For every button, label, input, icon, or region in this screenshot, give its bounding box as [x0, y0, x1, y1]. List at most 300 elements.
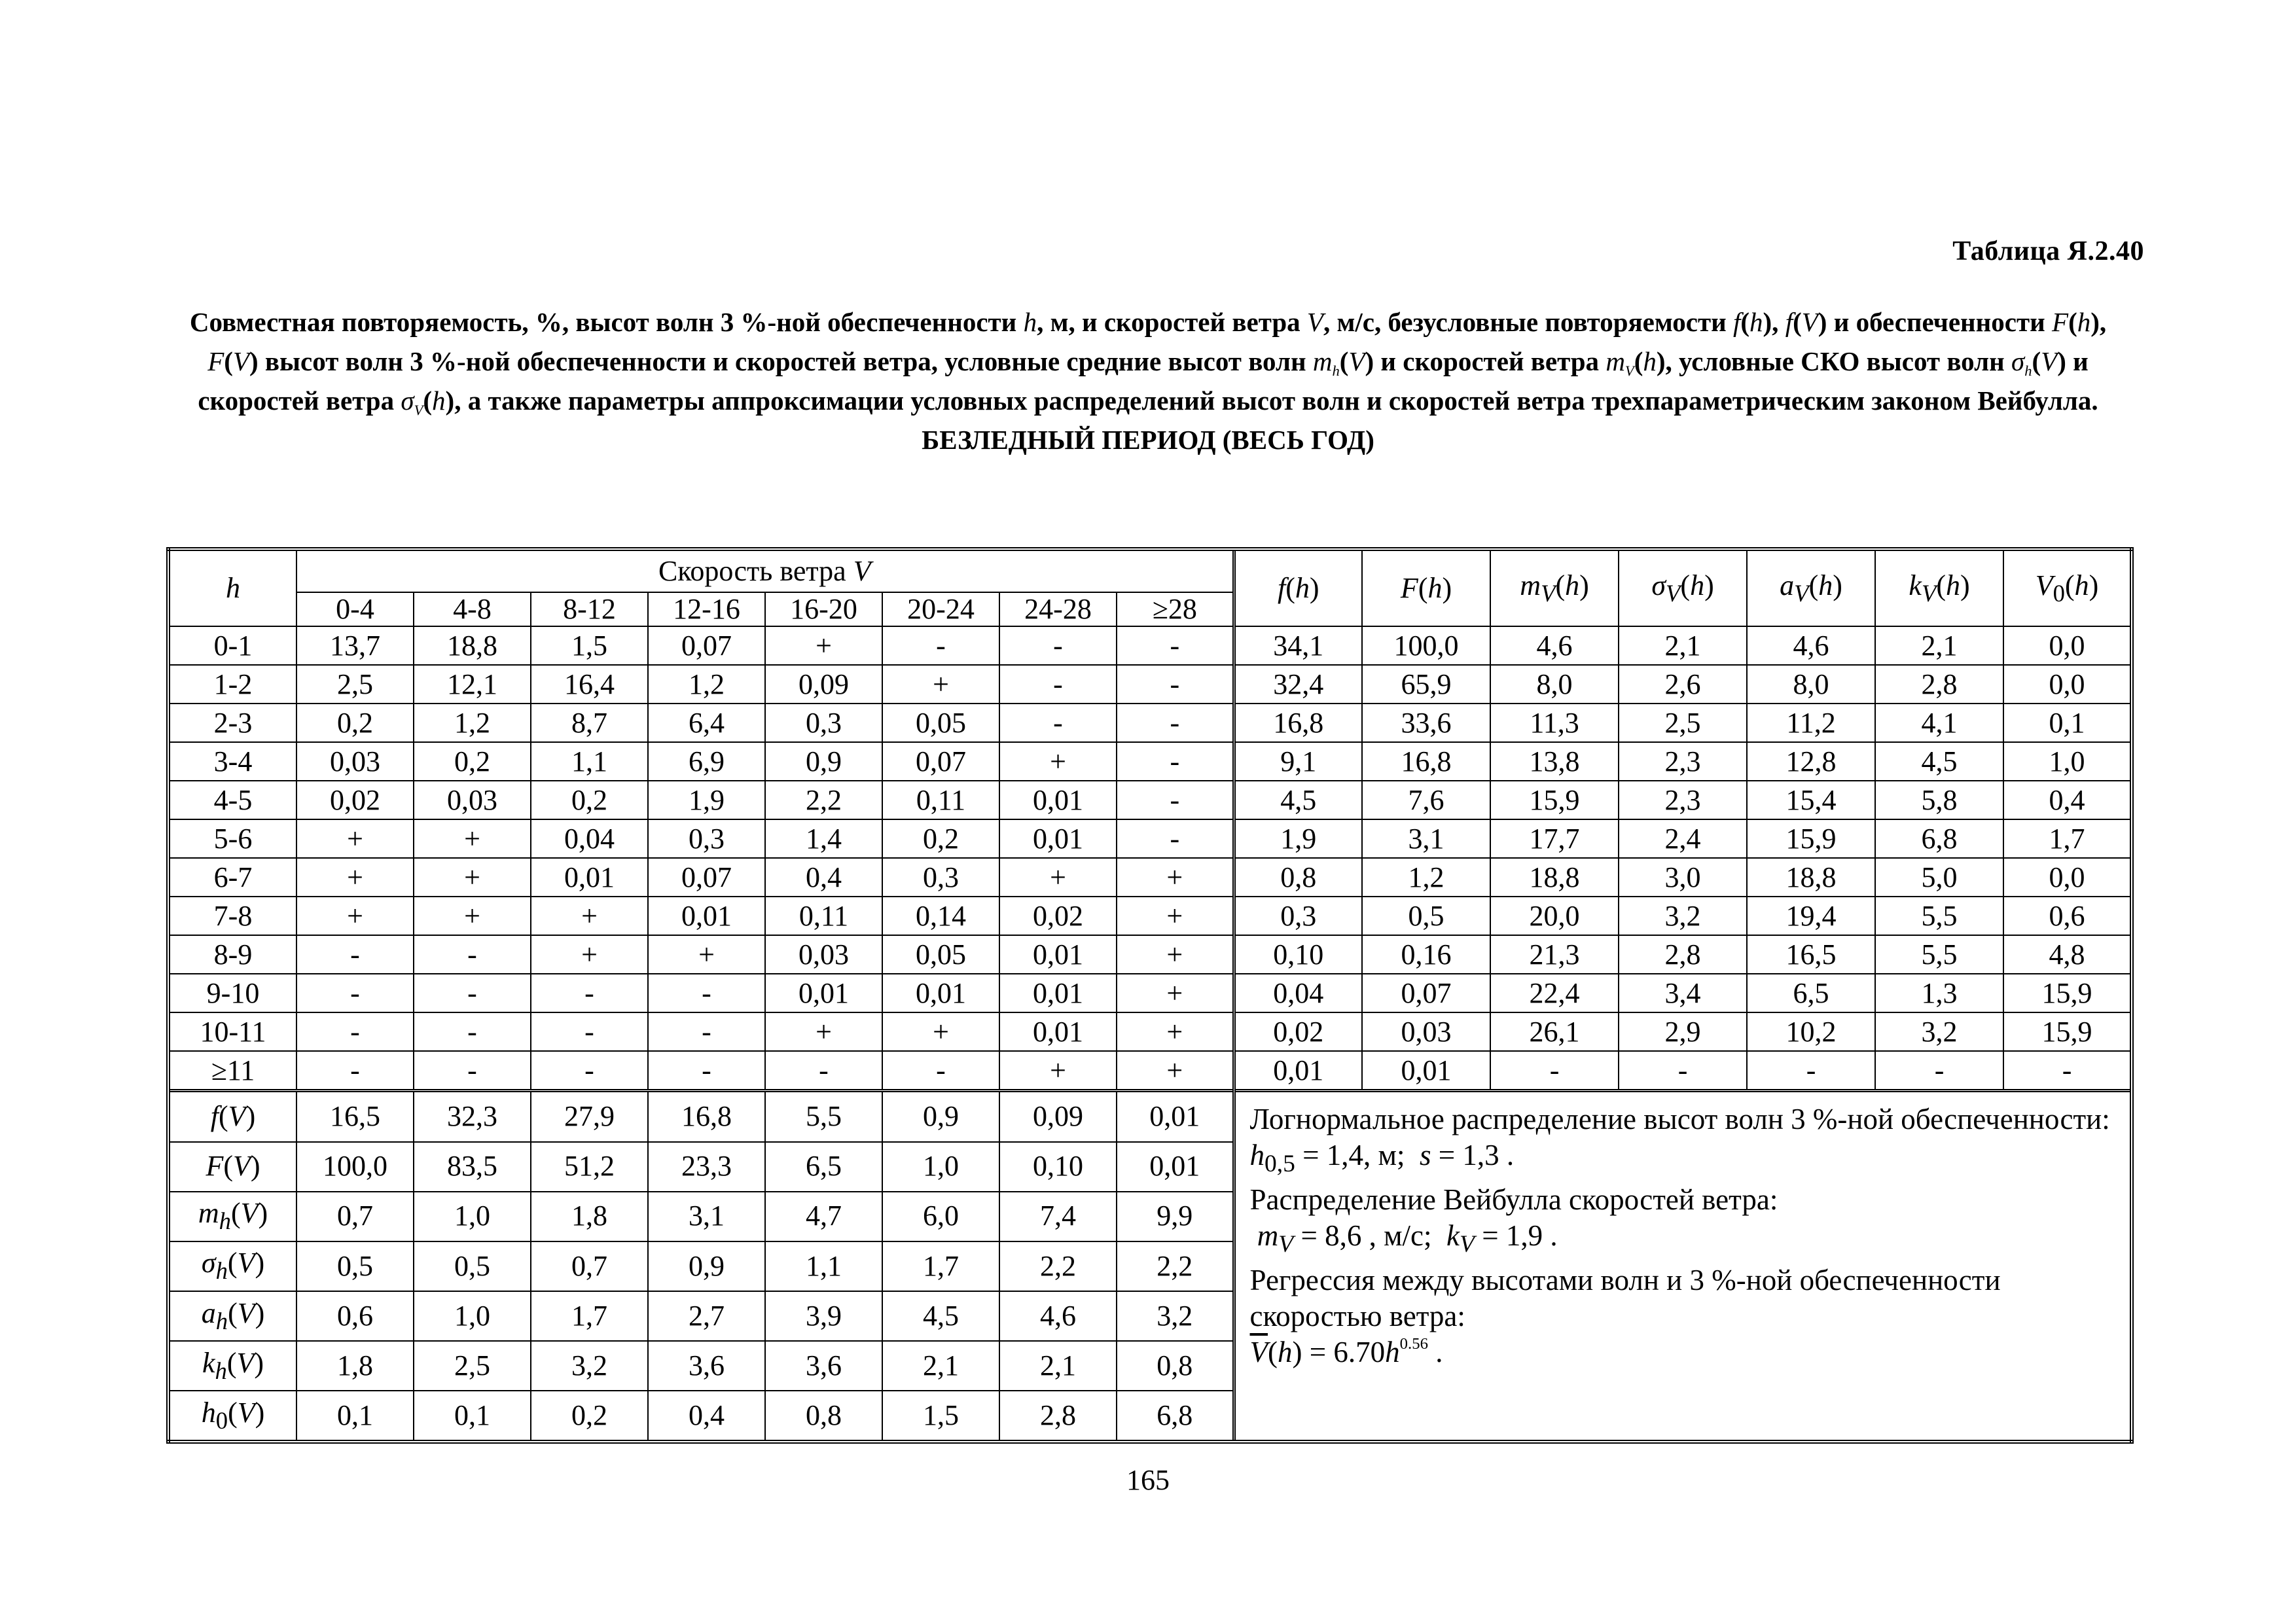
joint-frequency-cell: 0,05 — [882, 704, 999, 742]
summary-cell: 1,8 — [296, 1341, 414, 1391]
caption-text: , м, и скоростей ветра — [1037, 307, 1307, 337]
joint-frequency-cell: - — [1117, 626, 1234, 665]
joint-frequency-cell: + — [296, 819, 414, 858]
row-stat-cell: 18,8 — [1490, 858, 1619, 897]
row-stat-cell: 0,4 — [2003, 781, 2132, 819]
joint-frequency-cell: - — [648, 1051, 765, 1091]
joint-frequency-cell: 0,07 — [882, 742, 999, 781]
regression-formula: $\overline{V}(h) = 6.70h^{0.56}$ . — [1249, 1335, 1443, 1369]
row-stat-cell: 2,4 — [1619, 819, 1747, 858]
summary-cell: 3,2 — [1117, 1291, 1234, 1341]
summary-row — [168, 1091, 2132, 1142]
caption-text: и скоростей ветра — [198, 346, 2089, 416]
summary-cell: 1,0 — [882, 1142, 999, 1192]
row-stat-cell: 11,3 — [1490, 704, 1619, 742]
row-stat-cell: 15,4 — [1747, 781, 1875, 819]
row-stat-cell: 1,0 — [2003, 742, 2132, 781]
joint-frequency-cell: 1,4 — [765, 819, 882, 858]
row-h-label: 8-9 — [168, 935, 296, 974]
header-f-h: f(h) — [1234, 549, 1362, 626]
joint-frequency-cell: 2,2 — [765, 781, 882, 819]
summary-row-label: f(V) — [168, 1091, 296, 1142]
joint-frequency-cell: - — [414, 1012, 531, 1051]
summary-cell: 0,01 — [1117, 1091, 1234, 1142]
table-row — [168, 781, 2132, 819]
joint-frequency-cell: - — [531, 1012, 648, 1051]
row-stat-cell: 4,6 — [1747, 626, 1875, 665]
joint-frequency-cell: - — [296, 935, 414, 974]
weibull-params: $m_V = 8,6$ , м/с; $k_V = 1,9$ . — [1257, 1219, 1558, 1258]
joint-frequency-cell: 1,5 — [531, 626, 648, 665]
row-h-label: 1-2 — [168, 665, 296, 704]
summary-cell: 2,1 — [999, 1341, 1117, 1391]
row-h-label: 2-3 — [168, 704, 296, 742]
caption-text: , м/с, безусловные повторяемости — [1323, 307, 1733, 337]
row-stat-cell: 4,8 — [2003, 935, 2132, 974]
joint-frequency-cell: + — [999, 858, 1117, 897]
joint-frequency-cell: - — [765, 1051, 882, 1091]
joint-frequency-cell: 8,7 — [531, 704, 648, 742]
joint-frequency-cell: 0,3 — [648, 819, 765, 858]
row-stat-cell: 0,0 — [2003, 858, 2132, 897]
row-stat-cell: 16,5 — [1747, 935, 1875, 974]
summary-cell: 3,9 — [765, 1291, 882, 1341]
joint-frequency-cell: 0,01 — [882, 974, 999, 1012]
summary-cell: 32,3 — [414, 1091, 531, 1142]
summary-cell: 0,5 — [296, 1241, 414, 1291]
summary-cell: 0,7 — [296, 1192, 414, 1241]
row-stat-cell: 0,07 — [1362, 974, 1490, 1012]
joint-frequency-cell: 6,9 — [648, 742, 765, 781]
joint-frequency-cell: - — [882, 1051, 999, 1091]
row-stat-cell: - — [1490, 1051, 1619, 1091]
row-stat-cell: 65,9 — [1362, 665, 1490, 704]
row-stat-cell: 0,04 — [1234, 974, 1362, 1012]
joint-frequency-cell: 0,11 — [882, 781, 999, 819]
joint-frequency-cell: - — [531, 1051, 648, 1091]
row-stat-cell: 0,10 — [1234, 935, 1362, 974]
joint-frequency-cell: 0,3 — [882, 858, 999, 897]
speed-bin: 12-16 — [648, 592, 765, 626]
row-h-label: 6-7 — [168, 858, 296, 897]
row-h-label: 9-10 — [168, 974, 296, 1012]
row-stat-cell: 2,3 — [1619, 742, 1747, 781]
speed-bin: 0-4 — [296, 592, 414, 626]
row-stat-cell: 3,2 — [1619, 897, 1747, 935]
joint-frequency-cell: - — [296, 974, 414, 1012]
summary-row-label: $a_h(V)$ — [168, 1291, 296, 1341]
joint-frequency-cell: 12,1 — [414, 665, 531, 704]
table-row — [168, 665, 2132, 704]
row-stat-cell: 2,8 — [1875, 665, 2003, 704]
joint-frequency-cell: + — [1117, 1051, 1234, 1091]
summary-cell: 0,4 — [648, 1391, 765, 1442]
row-stat-cell: 2,1 — [1875, 626, 2003, 665]
joint-frequency-cell: + — [765, 1012, 882, 1051]
joint-frequency-cell: 0,2 — [414, 742, 531, 781]
row-stat-cell: 3,2 — [1875, 1012, 2003, 1051]
table-label: Таблица Я.2.40 — [1952, 236, 2144, 266]
summary-cell: 2,2 — [999, 1241, 1117, 1291]
page-number: 165 — [1126, 1464, 1170, 1496]
row-stat-cell: 20,0 — [1490, 897, 1619, 935]
joint-frequency-cell: - — [882, 626, 999, 665]
joint-frequency-cell: 0,9 — [765, 742, 882, 781]
row-stat-cell: 3,4 — [1619, 974, 1747, 1012]
speed-bin: 4-8 — [414, 592, 531, 626]
row-stat-cell: 4,5 — [1875, 742, 2003, 781]
speed-bin: 16-20 — [765, 592, 882, 626]
joint-frequency-cell: - — [648, 1012, 765, 1051]
row-stat-cell: 33,6 — [1362, 704, 1490, 742]
row-stat-cell: 8,0 — [1490, 665, 1619, 704]
joint-frequency-cell: + — [999, 1051, 1117, 1091]
joint-frequency-cell: 0,02 — [296, 781, 414, 819]
summary-row-label: $\sigma_h(V)$ — [168, 1241, 296, 1291]
joint-frequency-cell: - — [999, 626, 1117, 665]
joint-frequency-cell: - — [1117, 704, 1234, 742]
caption-text: высот волн 3 %-ной обеспеченности и скоростей ветра, условные средние высот волн — [258, 346, 1313, 376]
weibull-title: Распределение Вейбулла скоростей ветра: — [1249, 1183, 1778, 1217]
summary-cell: 6,0 — [882, 1192, 999, 1241]
row-stat-cell: 32,4 — [1234, 665, 1362, 704]
summary-cell: 1,0 — [414, 1291, 531, 1341]
row-stat-cell: 2,8 — [1619, 935, 1747, 974]
row-stat-cell: 0,16 — [1362, 935, 1490, 974]
row-stat-cell: 3,1 — [1362, 819, 1490, 858]
summary-cell: 0,9 — [648, 1241, 765, 1291]
summary-cell: 0,2 — [531, 1391, 648, 1442]
joint-frequency-cell: - — [414, 935, 531, 974]
joint-frequency-cell: 0,3 — [765, 704, 882, 742]
row-stat-cell: 0,02 — [1234, 1012, 1362, 1051]
joint-frequency-cell: - — [1117, 665, 1234, 704]
speed-bin: ≥28 — [1117, 592, 1234, 626]
header-speed-group: Скорость ветра V — [296, 549, 1234, 592]
row-stat-cell: 0,03 — [1362, 1012, 1490, 1051]
row-stat-cell: 18,8 — [1747, 858, 1875, 897]
caption-text: , условные СКО высот волн — [1665, 346, 2012, 376]
joint-frequency-cell: - — [999, 704, 1117, 742]
row-stat-cell: 5,5 — [1875, 935, 2003, 974]
table-row — [168, 935, 2132, 974]
row-stat-cell: 100,0 — [1362, 626, 1490, 665]
table-row — [168, 626, 2132, 665]
joint-frequency-cell: 0,01 — [531, 858, 648, 897]
row-h-label: 7-8 — [168, 897, 296, 935]
joint-frequency-cell: + — [414, 897, 531, 935]
row-h-label: 0-1 — [168, 626, 296, 665]
row-stat-cell: 22,4 — [1490, 974, 1619, 1012]
summary-cell: 1,7 — [531, 1291, 648, 1341]
table-row — [168, 974, 2132, 1012]
row-stat-cell: - — [1619, 1051, 1747, 1091]
joint-frequency-cell: 0,2 — [531, 781, 648, 819]
summary-cell: 27,9 — [531, 1091, 648, 1142]
joint-frequency-cell: 2,5 — [296, 665, 414, 704]
row-stat-cell: - — [1747, 1051, 1875, 1091]
row-stat-cell: - — [2003, 1051, 2132, 1091]
joint-frequency-cell: - — [1117, 742, 1234, 781]
row-stat-cell: 0,8 — [1234, 858, 1362, 897]
joint-frequency-cell: - — [414, 1051, 531, 1091]
joint-frequency-cell: 0,09 — [765, 665, 882, 704]
summary-cell: 3,6 — [765, 1341, 882, 1391]
header-kV-h: $k_V(h)$ — [1875, 549, 2003, 626]
row-stat-cell: 5,8 — [1875, 781, 2003, 819]
distribution-notes — [1234, 1091, 2132, 1442]
row-stat-cell: 7,6 — [1362, 781, 1490, 819]
joint-frequency-cell: 0,11 — [765, 897, 882, 935]
row-stat-cell: 11,2 — [1747, 704, 1875, 742]
row-stat-cell: 15,9 — [2003, 974, 2132, 1012]
header-V0-h: $V_0(h)$ — [2003, 549, 2132, 626]
speed-bin: 8-12 — [531, 592, 648, 626]
joint-frequency-cell: 0,14 — [882, 897, 999, 935]
joint-frequency-cell: 0,02 — [999, 897, 1117, 935]
row-stat-cell: 6,5 — [1747, 974, 1875, 1012]
joint-frequency-cell: 0,2 — [882, 819, 999, 858]
summary-cell: 23,3 — [648, 1142, 765, 1192]
row-stat-cell: 10,2 — [1747, 1012, 1875, 1051]
joint-frequency-cell: - — [531, 974, 648, 1012]
summary-cell: 3,1 — [648, 1192, 765, 1241]
joint-frequency-cell: - — [414, 974, 531, 1012]
header-row — [168, 549, 2132, 592]
row-stat-cell: 16,8 — [1362, 742, 1490, 781]
row-stat-cell: 26,1 — [1490, 1012, 1619, 1051]
row-stat-cell: 13,8 — [1490, 742, 1619, 781]
joint-frequency-cell: + — [414, 858, 531, 897]
summary-cell: 2,2 — [1117, 1241, 1234, 1291]
regression-title: Регрессия между высотами волн и 3 %-ной обеспеченности скоростью ветра: — [1249, 1264, 2001, 1333]
header-aV-h: $a_V(h)$ — [1747, 549, 1875, 626]
row-stat-cell: 0,3 — [1234, 897, 1362, 935]
joint-frequency-cell: 0,04 — [531, 819, 648, 858]
summary-cell: 2,1 — [882, 1341, 999, 1391]
summary-cell: 2,8 — [999, 1391, 1117, 1442]
row-stat-cell: 0,6 — [2003, 897, 2132, 935]
row-stat-cell: 21,3 — [1490, 935, 1619, 974]
row-stat-cell: - — [1875, 1051, 2003, 1091]
joint-frequency-cell: - — [296, 1012, 414, 1051]
row-stat-cell: 15,9 — [1747, 819, 1875, 858]
summary-cell: 16,5 — [296, 1091, 414, 1142]
summary-cell: 5,5 — [765, 1091, 882, 1142]
summary-cell: 0,01 — [1117, 1142, 1234, 1192]
summary-cell: 0,09 — [999, 1091, 1117, 1142]
header-mV-h: $m_V(h)$ — [1490, 549, 1619, 626]
joint-frequency-cell: 0,4 — [765, 858, 882, 897]
row-stat-cell: 2,6 — [1619, 665, 1747, 704]
row-stat-cell: 6,8 — [1875, 819, 2003, 858]
summary-cell: 0,1 — [296, 1391, 414, 1442]
summary-cell: 9,9 — [1117, 1192, 1234, 1241]
row-h-label: 5-6 — [168, 819, 296, 858]
row-stat-cell: 34,1 — [1234, 626, 1362, 665]
caption-text: Совместная повторяемость, %, высот волн 3 %-ной обеспеченности — [189, 307, 1024, 337]
summary-cell: 4,6 — [999, 1291, 1117, 1341]
row-stat-cell: 1,3 — [1875, 974, 2003, 1012]
joint-frequency-cell: 0,03 — [414, 781, 531, 819]
summary-cell: 4,5 — [882, 1291, 999, 1341]
summary-cell: 0,10 — [999, 1142, 1117, 1192]
row-stat-cell: 0,01 — [1362, 1051, 1490, 1091]
row-stat-cell: 4,6 — [1490, 626, 1619, 665]
caption-text: , а также параметры аппроксимации условных распределений высот волн и скоростей ветра трехпараметрическим законом Вейбулла. БЕЗЛЕДНЫЙ ПЕРИОД (ВЕСЬ ГОД) — [454, 385, 2098, 455]
row-stat-cell: 5,0 — [1875, 858, 2003, 897]
table-row — [168, 1012, 2132, 1051]
summary-cell: 7,4 — [999, 1192, 1117, 1241]
joint-frequency-cell: - — [296, 1051, 414, 1091]
summary-cell: 2,7 — [648, 1291, 765, 1341]
table-row — [168, 858, 2132, 897]
table-row — [168, 819, 2132, 858]
summary-cell: 100,0 — [296, 1142, 414, 1192]
summary-cell: 4,7 — [765, 1192, 882, 1241]
caption-text: и обеспеченности — [1827, 307, 2053, 337]
summary-cell: 0,8 — [765, 1391, 882, 1442]
row-stat-cell: 2,1 — [1619, 626, 1747, 665]
joint-frequency-cell: + — [296, 897, 414, 935]
joint-frequency-cell: + — [296, 858, 414, 897]
joint-frequency-table — [166, 547, 2134, 1444]
row-stat-cell: 17,7 — [1490, 819, 1619, 858]
header-sigmaV-h: $\sigma_V(h)$ — [1619, 549, 1747, 626]
summary-cell: 0,5 — [414, 1241, 531, 1291]
summary-cell: 0,8 — [1117, 1341, 1234, 1391]
row-stat-cell: 0,0 — [2003, 665, 2132, 704]
summary-cell: 1,0 — [414, 1192, 531, 1241]
joint-frequency-cell: 0,01 — [999, 1012, 1117, 1051]
joint-frequency-cell: 0,07 — [648, 858, 765, 897]
joint-frequency-cell: 6,4 — [648, 704, 765, 742]
joint-frequency-cell: 0,07 — [648, 626, 765, 665]
joint-frequency-cell: + — [882, 665, 999, 704]
row-stat-cell: 4,1 — [1875, 704, 2003, 742]
summary-cell: 3,6 — [648, 1341, 765, 1391]
row-stat-cell: 9,1 — [1234, 742, 1362, 781]
joint-frequency-cell: 1,9 — [648, 781, 765, 819]
summary-cell: 6,5 — [765, 1142, 882, 1192]
joint-frequency-cell: 0,01 — [999, 781, 1117, 819]
row-h-label: 3-4 — [168, 742, 296, 781]
summary-cell: 1,7 — [882, 1241, 999, 1291]
row-h-label: 4-5 — [168, 781, 296, 819]
row-stat-cell: 4,5 — [1234, 781, 1362, 819]
row-stat-cell: 2,5 — [1619, 704, 1747, 742]
speed-bin: 20-24 — [882, 592, 999, 626]
joint-frequency-cell: 0,01 — [648, 897, 765, 935]
row-stat-cell: 15,9 — [1490, 781, 1619, 819]
joint-frequency-cell: 1,1 — [531, 742, 648, 781]
caption-text: и скоростей ветра — [1374, 346, 1606, 376]
joint-frequency-cell: - — [648, 974, 765, 1012]
row-stat-cell: 5,5 — [1875, 897, 2003, 935]
joint-frequency-cell: - — [1117, 819, 1234, 858]
header-h: h — [168, 549, 296, 626]
table-caption: Совместная повторяемость, %, высот волн 3 %-ной обеспеченности h, м, и скоростей ветра V, м/с, безусловные повторяемости f(h), f(V) и обеспеченности F(h), F(V) высот волн 3 %-ной обеспеченности и скоростей ветра, условные средние высот волн $m_h(V)$ и скоростей ветра $m_V(h)$, условные СКО высот волн $\sigma_h(V)$ и скоростей ветра $\sigma_V(h)$, а также параметры аппроксимации условных распределений высот волн и скоростей ветра трехпараметрическим законом Вейбулла. БЕЗЛЕДНЫЙ ПЕРИОД (ВЕСЬ ГОД) — [189, 307, 2107, 455]
joint-frequency-cell: + — [1117, 935, 1234, 974]
joint-frequency-cell: + — [531, 897, 648, 935]
lognormal-title: Логнормальное распределение высот волн 3 %-ной обеспеченности: — [1249, 1103, 2110, 1136]
joint-frequency-cell: 13,7 — [296, 626, 414, 665]
summary-cell: 0,9 — [882, 1091, 999, 1142]
summary-row-label: F(V) — [168, 1142, 296, 1192]
row-stat-cell: 2,3 — [1619, 781, 1747, 819]
joint-frequency-cell: 0,01 — [999, 819, 1117, 858]
joint-frequency-cell: + — [1117, 1012, 1234, 1051]
joint-frequency-cell: + — [765, 626, 882, 665]
joint-frequency-cell: + — [882, 1012, 999, 1051]
joint-frequency-cell: - — [1117, 781, 1234, 819]
joint-frequency-cell: 0,03 — [765, 935, 882, 974]
joint-frequency-cell: 0,03 — [296, 742, 414, 781]
lognormal-params: $h_{0,5} = 1,4$, м; s = 1,3 . — [1249, 1139, 1515, 1178]
summary-cell: 0,6 — [296, 1291, 414, 1341]
summary-row-label: $m_h(V)$ — [168, 1192, 296, 1241]
joint-frequency-cell: 1,2 — [414, 704, 531, 742]
joint-frequency-cell: + — [1117, 858, 1234, 897]
joint-frequency-cell: - — [999, 665, 1117, 704]
joint-frequency-cell: 0,01 — [999, 974, 1117, 1012]
table-row — [168, 742, 2132, 781]
summary-row-label: $k_h(V)$ — [168, 1341, 296, 1391]
table-row — [168, 897, 2132, 935]
row-stat-cell: 3,0 — [1619, 858, 1747, 897]
speed-bin: 24-28 — [999, 592, 1117, 626]
joint-frequency-cell: 0,01 — [765, 974, 882, 1012]
summary-cell: 0,7 — [531, 1241, 648, 1291]
row-stat-cell: 0,5 — [1362, 897, 1490, 935]
joint-frequency-cell: 18,8 — [414, 626, 531, 665]
row-stat-cell: 1,7 — [2003, 819, 2132, 858]
summary-cell: 1,8 — [531, 1192, 648, 1241]
joint-frequency-cell: + — [1117, 974, 1234, 1012]
row-stat-cell: 0,1 — [2003, 704, 2132, 742]
joint-frequency-cell: + — [531, 935, 648, 974]
summary-cell: 2,5 — [414, 1341, 531, 1391]
summary-cell: 0,1 — [414, 1391, 531, 1442]
header-F-h: F(h) — [1362, 549, 1490, 626]
summary-cell: 6,8 — [1117, 1391, 1234, 1442]
table-row — [168, 1051, 2132, 1091]
row-stat-cell: 1,9 — [1234, 819, 1362, 858]
summary-cell: 3,2 — [531, 1341, 648, 1391]
joint-frequency-cell: + — [648, 935, 765, 974]
summary-cell: 1,1 — [765, 1241, 882, 1291]
summary-cell: 51,2 — [531, 1142, 648, 1192]
row-stat-cell: 16,8 — [1234, 704, 1362, 742]
summary-row-label: $h_0(V)$ — [168, 1391, 296, 1442]
row-stat-cell: 2,9 — [1619, 1012, 1747, 1051]
row-h-label: ≥11 — [168, 1051, 296, 1091]
row-stat-cell: 0,0 — [2003, 626, 2132, 665]
row-stat-cell: 15,9 — [2003, 1012, 2132, 1051]
row-stat-cell: 0,01 — [1234, 1051, 1362, 1091]
joint-frequency-cell: + — [414, 819, 531, 858]
joint-frequency-cell: 1,2 — [648, 665, 765, 704]
summary-cell: 1,5 — [882, 1391, 999, 1442]
joint-frequency-cell: 0,2 — [296, 704, 414, 742]
row-stat-cell: 12,8 — [1747, 742, 1875, 781]
table-row — [168, 704, 2132, 742]
row-h-label: 10-11 — [168, 1012, 296, 1051]
row-stat-cell: 8,0 — [1747, 665, 1875, 704]
joint-frequency-cell: + — [1117, 897, 1234, 935]
row-stat-cell: 19,4 — [1747, 897, 1875, 935]
joint-frequency-cell: 0,05 — [882, 935, 999, 974]
